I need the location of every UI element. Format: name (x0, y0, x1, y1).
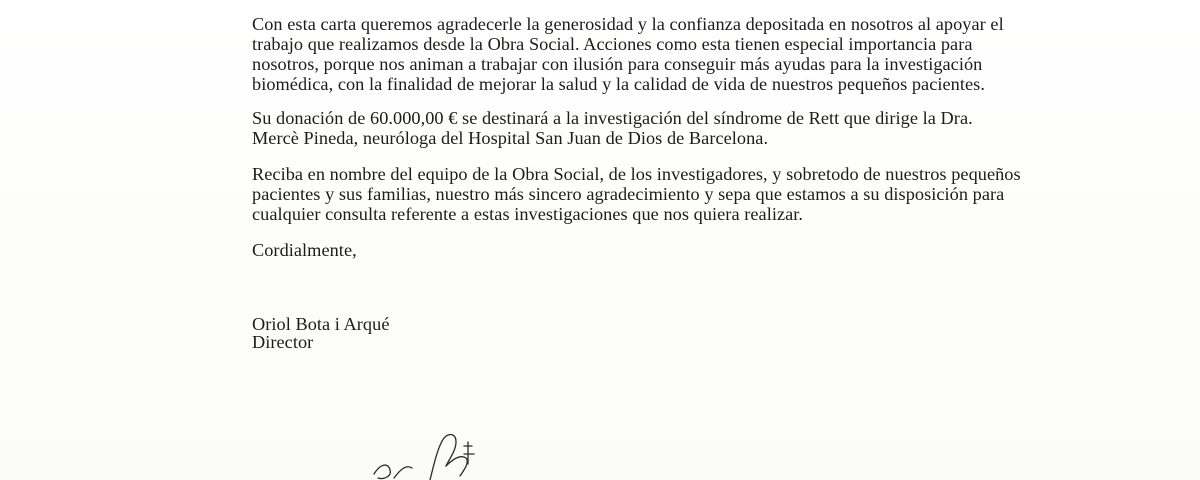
text-line: Mercè Pineda, neuróloga del Hospital San Juan de Dios de Barcelona. (252, 128, 769, 148)
closing-salutation: Cordialmente, (252, 240, 357, 260)
text-line: trabajo que realizamos desde la Obra Social. Acciones como esta tienen especial importancia para (252, 34, 973, 54)
text-line: Con esta carta queremos agradecerle la generosidad y la confianza depositada en nosotros al apoyar el (252, 14, 1004, 34)
handwritten-signature (360, 424, 500, 480)
signatory-name: Oriol Bota i Arqué (252, 314, 390, 334)
text-line: pacientes y sus familias, nuestro más sincero agradecimiento y sepa que estamos a su disposición para (252, 184, 1005, 204)
text-line: Su donación de 60.000,00 € se destinará a la investigación del síndrome de Rett que dirige la Dra. (252, 108, 973, 128)
text-line: nosotros, porque nos animan a trabajar con ilusión para conseguir más ayudas para la investigación (252, 54, 983, 74)
signatory-title: Director (252, 332, 314, 352)
paragraph-gratitude (252, 164, 1021, 224)
text-line: cualquier consulta referente a estas investigaciones que nos quiera realizar. (252, 204, 804, 224)
paragraph-donation (252, 108, 973, 148)
text-line: Reciba en nombre del equipo de la Obra Social, de los investigadores, y sobretodo de nuestros pequeños (252, 164, 1021, 184)
paragraph-thanks (252, 14, 1004, 94)
text-line: biomédica, con la finalidad de mejorar la salud y la calidad de vida de nuestros pequeños pacientes. (252, 74, 985, 94)
